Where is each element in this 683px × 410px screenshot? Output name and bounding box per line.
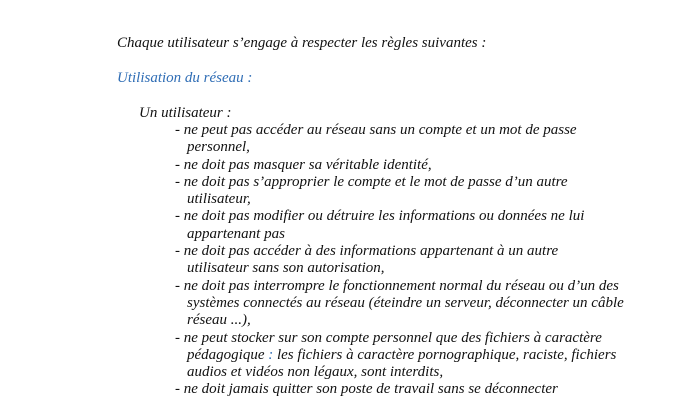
rule-text: ne doit pas accéder à des informations appartenant à un autre	[183, 243, 559, 260]
rule-item	[175, 157, 645, 174]
rule-item	[175, 330, 645, 382]
rule-text: ne peut stocker sur son compte personnel que des fichiers à caractère	[183, 329, 602, 346]
rule-text-continued: personnel,	[187, 139, 250, 156]
section-heading: Utilisation du réseau :	[117, 70, 253, 86]
rule-item	[175, 174, 645, 209]
subject-label: Un utilisateur :	[139, 105, 232, 121]
bullet-dash: -	[175, 208, 180, 225]
rules-list	[175, 122, 645, 399]
rule-text: ne doit pas s’approprier le compte et le mot de passe d’un autre	[183, 173, 568, 190]
rule-text-continued: réseau ...),	[187, 312, 251, 329]
rule-item	[175, 122, 645, 157]
rule-text: ne doit pas masquer sa véritable identité,	[183, 156, 432, 173]
rule-text: ne doit pas interrompre le fonctionnement normal du réseau ou d’un des	[183, 277, 619, 294]
rule-text-continued: audios et vidéos non légaux, sont interdits,	[187, 364, 444, 381]
rule-item	[175, 208, 645, 243]
bullet-dash: -	[175, 243, 180, 260]
bullet-dash: -	[175, 122, 180, 138]
bullet-dash: -	[175, 277, 180, 294]
rule-text-continued	[187, 347, 645, 364]
rule-item	[175, 278, 645, 330]
rule-item	[175, 381, 645, 398]
bullet-dash: -	[175, 156, 180, 173]
rule-text: ne doit jamais quitter son poste de travail sans se déconnecter	[183, 381, 558, 398]
rule-text: les fichiers à caractère pornographique, raciste, fichiers	[276, 346, 617, 363]
rule-item	[175, 243, 645, 278]
rule-text: ne doit pas modifier ou détruire les informations ou données ne lui	[183, 208, 585, 225]
rule-text-continued: utilisateur sans son autorisation,	[187, 260, 385, 277]
rule-text-continued: utilisateur,	[187, 191, 251, 208]
rule-text-continued: appartenant pas	[187, 225, 285, 242]
rule-colon: :	[264, 346, 277, 363]
rule-text: ne peut pas accéder au réseau sans un compte et un mot de passe	[183, 122, 577, 138]
intro-text: Chaque utilisateur s’engage à respecter les règles suivantes :	[117, 35, 487, 51]
rule-term: pédagogique	[187, 346, 265, 363]
bullet-dash: -	[175, 173, 180, 190]
bullet-dash: -	[175, 381, 180, 398]
bullet-dash: -	[175, 329, 180, 346]
rule-text-continued: systèmes connectés au réseau (éteindre un serveur, déconnecter un câble	[187, 294, 624, 311]
